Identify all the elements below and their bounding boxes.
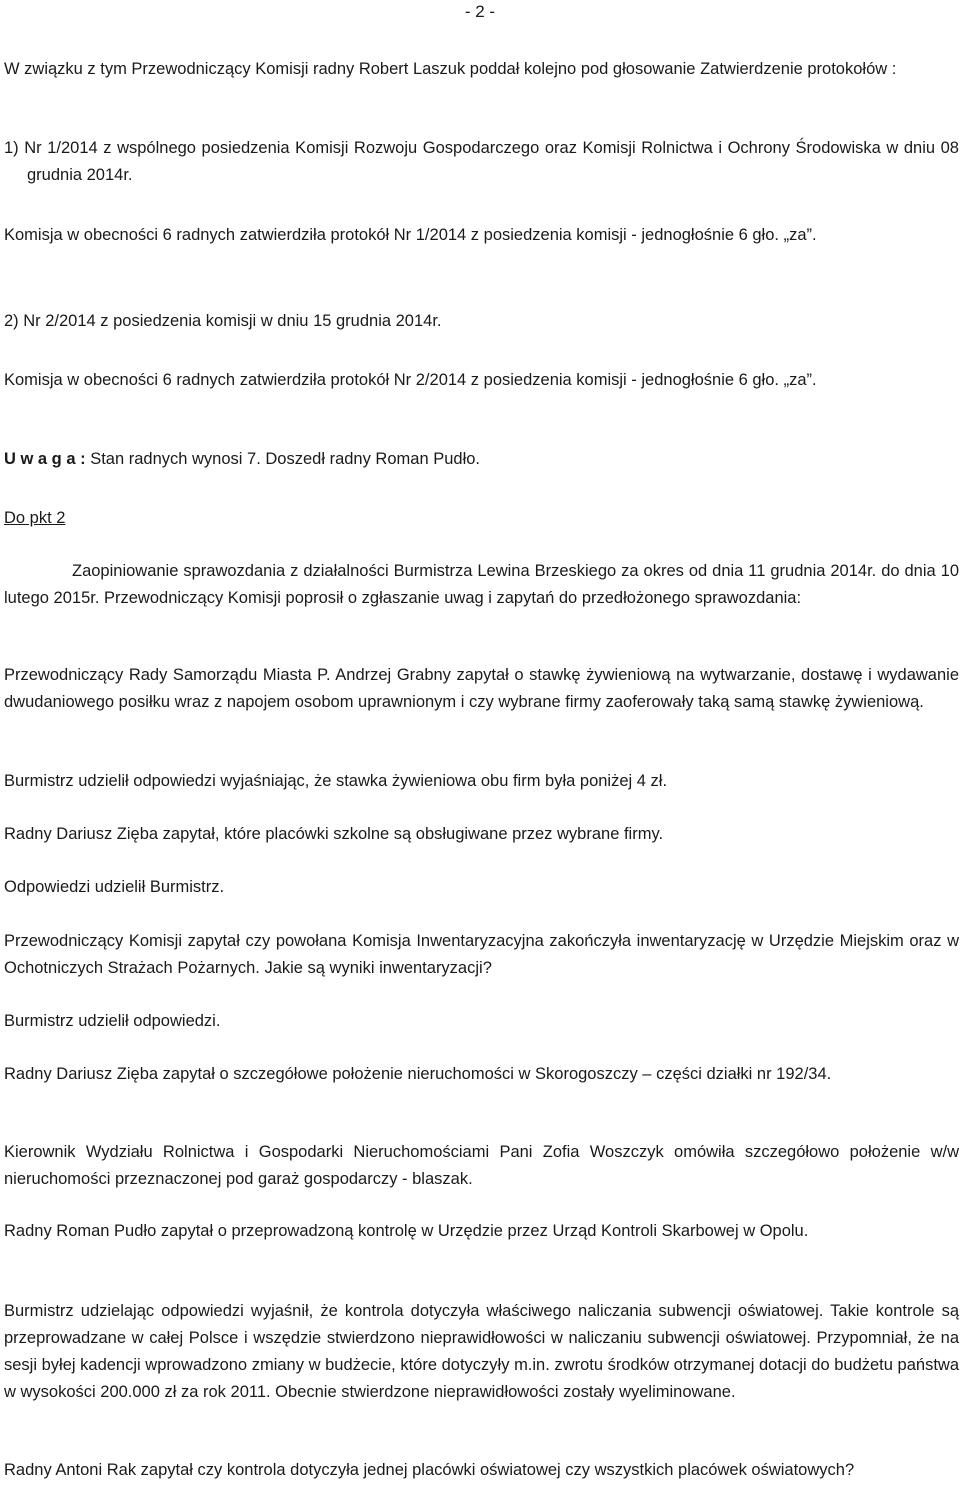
protocol-item-1: 1) Nr 1/2014 z wspólnego posiedzenia Komisji Rozwoju Gospodarczego oraz Komisji Rolnictwa i Ochrony Środowiska w dniu 08 grudnia 2014r.: [4, 139, 959, 184]
zieba-question-paragraph-2: Radny Dariusz Zięba zapytał o szczegółowe położenie nieruchomości w Skorogoszczy – części działki nr 192/34.: [4, 1065, 832, 1083]
pudlo-question-paragraph: Radny Roman Pudło zapytał o przeprowadzoną kontrolę w Urzędzie przez Urząd Kontroli Skarbowej w Opolu.: [4, 1222, 809, 1240]
note-text: Stan radnych wynosi 7. Doszedł radny Roman Pudło.: [90, 450, 480, 468]
section-intro-paragraph: Zaopiniowanie sprawozdania z działalności Burmistrza Lewina Brzeskiego za okres od dnia 11 grudnia 2014r. do dnia 10 lutego 2015r. Przewodniczący Komisji poprosił o zgłaszanie uwag i zapytań do przedłożonego sprawozdania:: [4, 562, 959, 607]
manager-answer-paragraph: Kierownik Wydziału Rolnictwa i Gospodarki Nieruchomościami Pani Zofia Woszczyk omówiła szczegółowo położenie w/w nieruchomości przeznaczonej pod garaż gospodarczy - blaszak.: [4, 1143, 959, 1188]
mayor-answer-paragraph-4: Burmistrz udzielając odpowiedzi wyjaśnił, że kontrola dotyczyła właściwego naliczania subwencji oświatowej. Takie kontrole są przeprowadzane w całej Polsce i wszędzie stwierdzono nieprawidłowości w naliczaniu subwencji oświatowej. Przypomniał, że na sesji byłej kadencji wprowadzono zmiany w budżecie, które dotyczyły m.in. zwrotu środków otrzymanej dotacji do budżetu państwa w wysokości 200.000 zł za rok 2011. Obecnie stwierdzone nieprawidłowości zostały wyeliminowane.: [4, 1302, 959, 1401]
page-number: - 2 -: [464, 2, 496, 21]
note-label: U w a g a :: [4, 450, 86, 468]
note-paragraph: [4, 446, 959, 473]
vote-paragraph-1: Komisja w obecności 6 radnych zatwierdziła protokół Nr 1/2014 z posiedzenia komisji - jednogłośnie 6 gło. „za”.: [4, 226, 817, 244]
intro-paragraph: W związku z tym Przewodniczący Komisji radny Robert Laszuk poddał kolejno pod głosowanie Zatwierdzenie protokołów :: [4, 60, 897, 78]
section-heading: Do pkt 2: [4, 509, 66, 527]
inventory-question-paragraph: Przewodniczący Komisji zapytał czy powołana Komisja Inwentaryzacyjna zakończyła inwentaryzację w Urzędzie Miejskim oraz w Ochotniczych Strażach Pożarnych. Jakie są wyniki inwentaryzacji?: [4, 932, 959, 977]
protocol-item-2: 2) Nr 2/2014 z posiedzenia komisji w dniu 15 grudnia 2014r.: [4, 312, 442, 330]
mayor-answer-paragraph-2: Odpowiedzi udzielił Burmistrz.: [4, 878, 225, 896]
mayor-answer-paragraph-1: Burmistrz udzielił odpowiedzi wyjaśniając, że stawka żywieniowa obu firm była poniżej 4 zł.: [4, 772, 668, 790]
zieba-question-paragraph-1: Radny Dariusz Zięba zapytał, które placówki szkolne są obsługiwane przez wybrane firmy.: [4, 825, 664, 843]
rak-question-paragraph: Radny Antoni Rak zapytał czy kontrola dotyczyła jednej placówki oświatowej czy wszystkich placówek oświatowych?: [4, 1461, 855, 1479]
grabny-question-paragraph: Przewodniczący Rady Samorządu Miasta P. Andrzej Grabny zapytał o stawkę żywieniową na wytwarzanie, dostawę i wydawanie dwudaniowego posiłku wraz z napojem osobom uprawnionym i czy wybrane firmy zaoferowały taką samą stawkę żywieniową.: [4, 666, 959, 711]
vote-paragraph-2: Komisja w obecności 6 radnych zatwierdziła protokół Nr 2/2014 z posiedzenia komisji - jednogłośnie 6 gło. „za”.: [4, 371, 817, 389]
mayor-answer-paragraph-3: Burmistrz udzielił odpowiedzi.: [4, 1012, 221, 1030]
